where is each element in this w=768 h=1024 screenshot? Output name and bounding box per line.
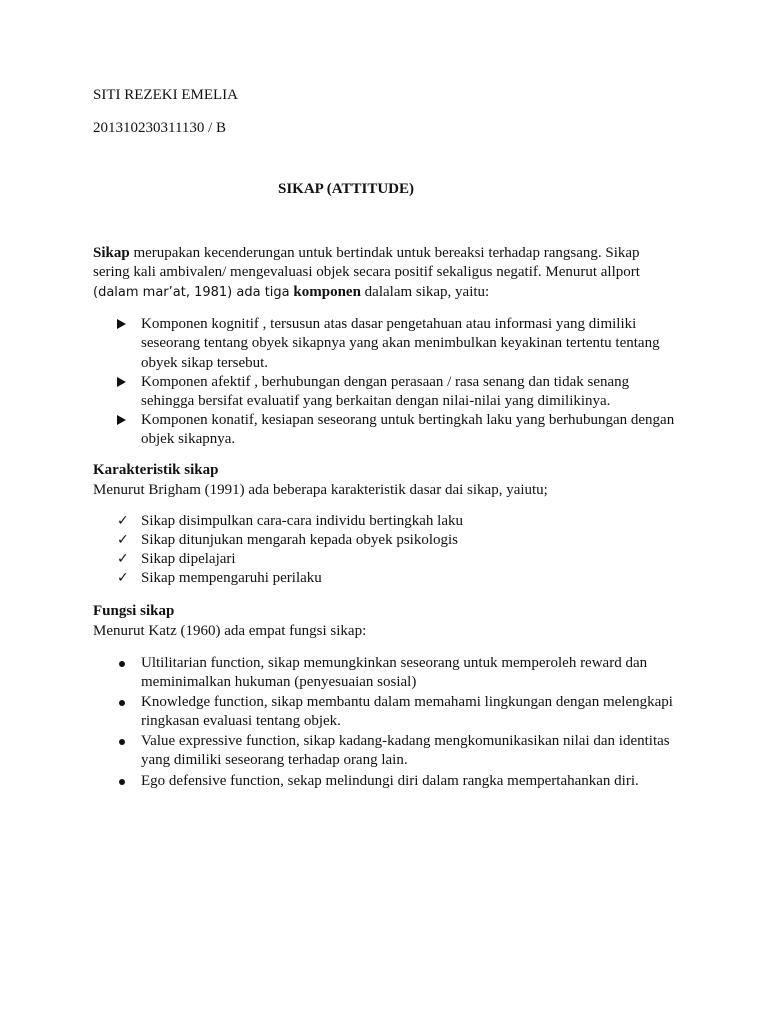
intro-line-3-post: dalalam sikap, yaitu: [360,284,490,300]
characteristic-text: Sikap dipelajari [141,551,236,567]
function-item [117,772,687,791]
characteristics-intro: Menurut Brigham (1991) ada beberapa karakteristik dasar dai sikap, yaiutu; [93,482,548,498]
function-text: Ego defensive function, sekap melindungi diri dalam rangka mempertahankan diri. [141,773,639,789]
intro-line-1 [93,244,640,263]
arrow-bullet-icon [117,411,139,431]
function-item [117,732,687,771]
function-text: Value expressive function, sikap kadang-kadang mengkomunikasikan nilai dan identitas yang dimiliki seseorang terhadap orang lain. [141,733,670,769]
page-title: SIKAP (ATTITUDE) [278,181,414,197]
characteristic-text: Sikap disimpulkan cara-cara individu bertingkah laku [141,513,463,529]
intro-line-3 [93,283,489,302]
component-text: Komponen konatif, kesiapan seseorang untuk bertingkah laku yang berhubungan dengan objek sikapnya. [141,412,675,448]
intro-line-2: sering kali ambivalen/ mengevaluasi objek secara positif sekaligus negatif. Menurut allport [93,264,640,280]
characteristic-item [117,531,687,550]
characteristic-item [117,512,687,531]
component-item [117,411,687,450]
characteristic-text: Sikap mempengaruhi perilaku [141,570,322,586]
author-name: SITI REZEKI EMELIA [93,87,238,103]
characteristic-text: Sikap ditunjukan mengarah kepada obyek psikologis [141,532,459,548]
intro-line-3-pre: (dalam mar’at, 1981) ada tiga [93,285,290,300]
characteristic-item [117,550,687,569]
checkmark-icon: ✓ [117,570,129,586]
bullet-icon [117,772,139,791]
component-text: Komponen afektif , berhubungan dengan perasaan / rasa senang dan tidak senang sehingga bersifat evaluatif yang berkaitan dengan nilai-nilai yang dimilikinya. [141,374,630,410]
bullet-icon [117,732,139,751]
component-text: Komponen kognitif , tersusun atas dasar pengetahuan atau informasi yang dimiliki seseorang tentang obyek sikapnya yang akan menimbulkan keyakinan tertentu tentang obyek sikap tersebut. [141,316,660,371]
function-item [117,693,687,732]
checkmark-icon: ✓ [117,532,129,548]
characteristics-heading: Karakteristik sikap [93,462,219,478]
component-item [117,315,687,373]
bullet-icon [117,654,139,673]
function-text: Ultilitarian function, sikap memungkinkan seseorang untuk memperoleh reward dan meminimalkan hukuman (penyesuaian sosial) [141,655,648,691]
functions-heading: Fungsi sikap [93,603,175,619]
arrow-bullet-icon [117,373,139,393]
component-item [117,373,687,412]
student-id-class: 201310230311130 / B [93,120,227,136]
intro-components-term: komponen [293,284,361,300]
intro-line-1-text: merupakan kecenderungan untuk bertindak untuk bereaksi terhadap rangsang. Sikap [129,245,640,261]
intro-term: Sikap [93,245,130,261]
function-item [117,654,687,693]
arrow-bullet-icon [117,315,139,335]
bullet-icon [117,693,139,712]
checkmark-icon: ✓ [117,551,129,567]
function-text: Knowledge function, sikap membantu dalam memahami lingkungan dengan melengkapi ringkasan evaluasi tentang objek. [141,694,673,730]
characteristic-item [117,569,687,588]
functions-intro: Menurut Katz (1960) ada empat fungsi sikap: [93,623,367,639]
checkmark-icon: ✓ [117,513,129,529]
